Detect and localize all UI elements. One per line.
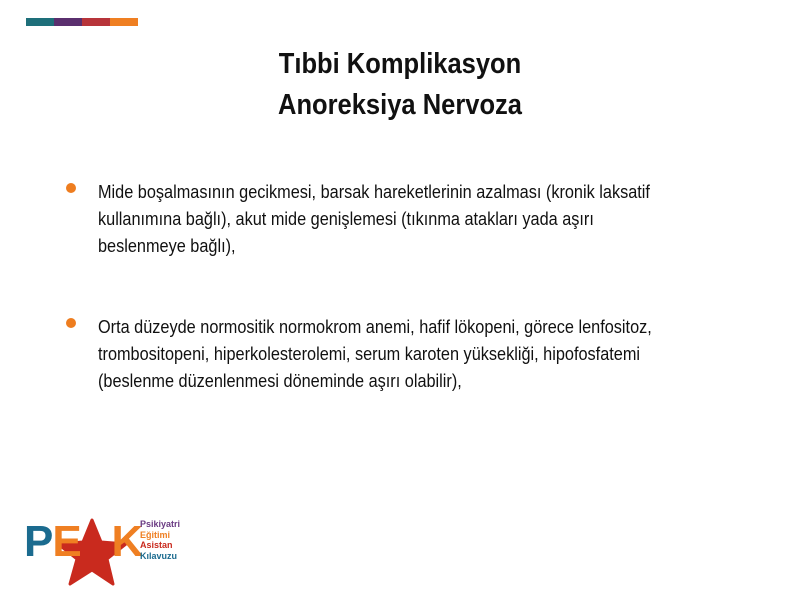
logo-word: Eğitimi bbox=[140, 529, 171, 540]
bullet-line: beslenmeye bağlı), bbox=[98, 235, 236, 256]
header-color-bar bbox=[26, 18, 138, 26]
logo-letter-p: P bbox=[24, 517, 53, 566]
logo-letter-e: E bbox=[52, 517, 81, 566]
bullet-item bbox=[64, 178, 754, 259]
bullet-line: kullanımına bağlı), akut mide genişlemesi (tıkınma atakları yada aşırı bbox=[98, 208, 594, 229]
bullet-text bbox=[98, 313, 714, 394]
slide-title-line-1: Tıbbi Komplikasyon bbox=[278, 48, 522, 80]
bullet-text bbox=[98, 178, 714, 259]
logo-letters bbox=[24, 516, 142, 568]
color-bar-segment bbox=[110, 18, 138, 26]
bullet-line: Mide boşalmasının gecikmesi, barsak hareketlerinin azalması (kronik laksatif bbox=[98, 181, 650, 202]
logo-letter-k: K bbox=[111, 517, 143, 566]
bullet-dot-icon bbox=[66, 183, 76, 193]
slide-title bbox=[48, 44, 752, 126]
logo-word: Psikiyatri bbox=[140, 519, 181, 529]
bullet-list bbox=[64, 178, 754, 394]
color-bar-segment bbox=[26, 18, 54, 26]
bullet-line: Orta düzeyde normositik normokrom anemi, hafif lökopeni, görece lenfositoz, bbox=[98, 316, 652, 337]
slide-title-line-2: Anoreksiya Nervoza bbox=[278, 89, 522, 121]
bullet-item bbox=[64, 313, 754, 394]
bullet-line: trombositopeni, hiperkolesterolemi, serum karoten yüksekliği, hipofosfatemi bbox=[98, 343, 641, 364]
logo-wordmark bbox=[140, 519, 180, 561]
logo-word: Kılavuzu bbox=[140, 550, 178, 561]
peak-logo bbox=[24, 516, 194, 586]
logo-word: Asistan bbox=[140, 540, 173, 550]
color-bar-segment bbox=[54, 18, 82, 26]
color-bar-segment bbox=[82, 18, 110, 26]
bullet-line: (beslenme düzenlenmesi döneminde aşırı olabilir), bbox=[98, 370, 462, 391]
bullet-dot-icon bbox=[66, 318, 76, 328]
